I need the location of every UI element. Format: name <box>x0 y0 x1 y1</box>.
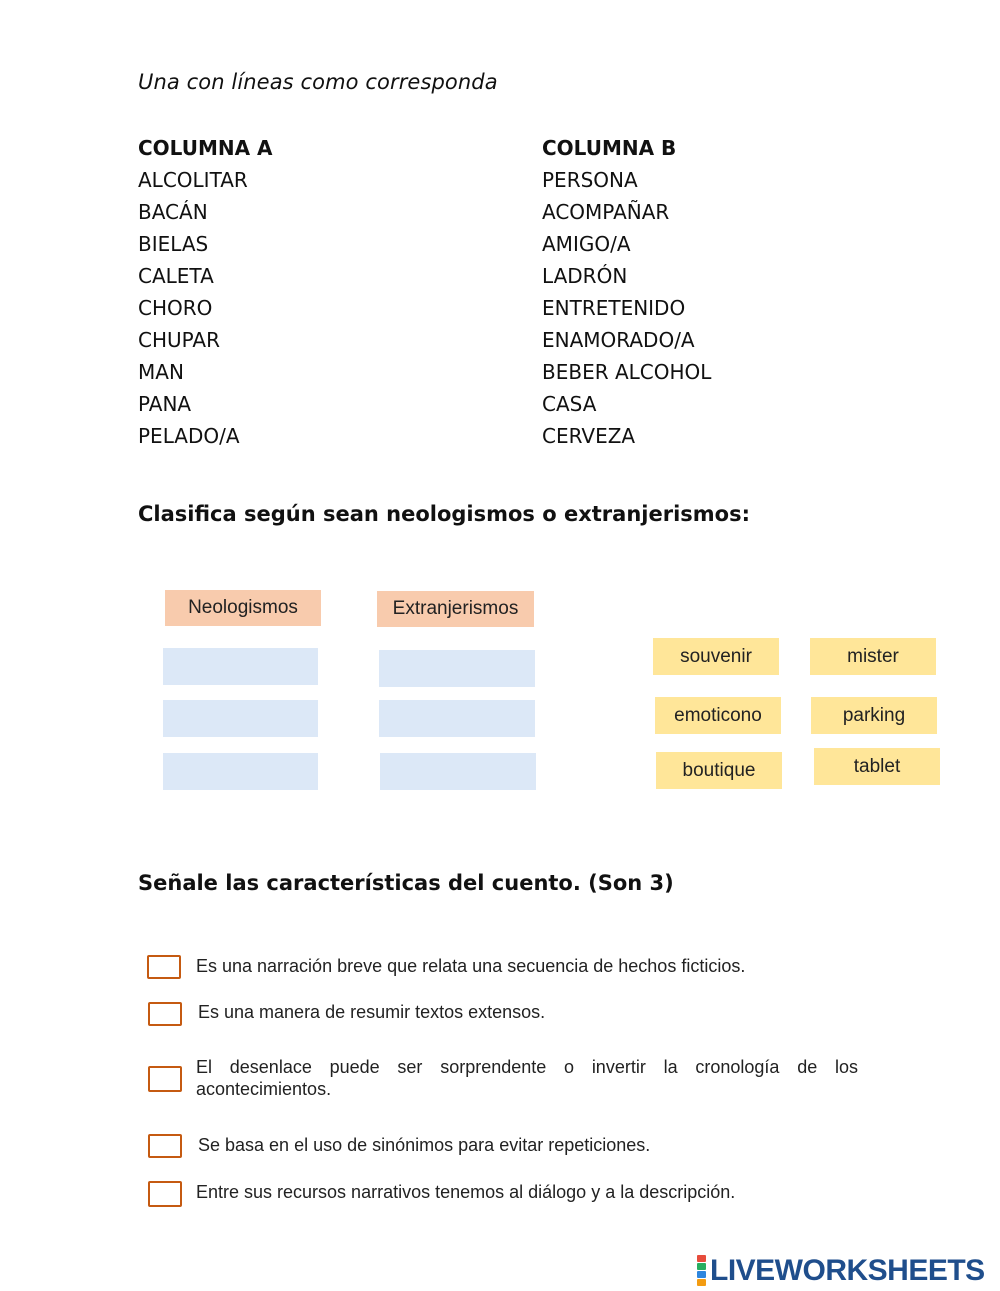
word-chip-parking[interactable]: parking <box>811 697 937 734</box>
column-b-item[interactable]: ENAMORADO/A <box>542 328 695 352</box>
word-chip-souvenir[interactable]: souvenir <box>653 638 779 675</box>
column-b-item[interactable]: ENTRETENIDO <box>542 296 686 320</box>
column-b-item[interactable]: CERVEZA <box>542 424 636 448</box>
option-checkbox-3[interactable] <box>148 1066 182 1092</box>
option-checkbox-5[interactable] <box>148 1181 182 1207</box>
live-badge-icon <box>697 1255 706 1286</box>
column-b-item[interactable]: CASA <box>542 392 597 416</box>
option-checkbox-1[interactable] <box>147 955 181 979</box>
word-chip-emoticono[interactable]: emoticono <box>655 697 781 734</box>
extranjerismos-dropzone-1[interactable] <box>379 650 535 687</box>
extranjerismos-dropzone-3[interactable] <box>380 753 536 790</box>
neologismos-dropzone-1[interactable] <box>163 648 318 685</box>
column-a-header: COLUMNA A <box>138 136 273 160</box>
characteristics-instructions: Señale las características del cuento. (Son 3) <box>138 871 674 895</box>
column-a-item[interactable]: BACÁN <box>138 200 208 224</box>
neologismos-header: Neologismos <box>165 590 321 626</box>
neologismos-dropzone-3[interactable] <box>163 753 318 790</box>
extranjerismos-dropzone-2[interactable] <box>379 700 535 737</box>
column-a-item[interactable]: CALETA <box>138 264 214 288</box>
column-a-item[interactable]: MAN <box>138 360 184 384</box>
column-a-item[interactable]: ALCOLITAR <box>138 168 248 192</box>
column-a-item[interactable]: CHUPAR <box>138 328 221 352</box>
option-text-5: Entre sus recursos narrativos tenemos al diálogo y a la descripción. <box>196 1182 736 1202</box>
column-b-item[interactable]: AMIGO/A <box>542 232 631 256</box>
liveworksheets-logo <box>697 1255 985 1286</box>
option-text-2: Es una manera de resumir textos extensos. <box>198 1002 546 1022</box>
matching-instructions: Una con líneas como corresponda <box>138 70 498 94</box>
column-a-item[interactable]: CHORO <box>138 296 213 320</box>
column-b-header: COLUMNA B <box>542 136 677 160</box>
column-b-item[interactable]: ACOMPAÑAR <box>542 200 670 224</box>
column-b <box>542 132 711 452</box>
column-a-item[interactable]: PELADO/A <box>138 424 240 448</box>
option-text-4: Se basa en el uso de sinónimos para evitar repeticiones. <box>198 1135 651 1155</box>
neologismos-dropzone-2[interactable] <box>163 700 318 737</box>
column-b-item[interactable]: LADRÓN <box>542 264 628 288</box>
column-b-item[interactable]: PERSONA <box>542 168 638 192</box>
column-a-item[interactable]: PANA <box>138 392 192 416</box>
column-a-item[interactable]: BIELAS <box>138 232 209 256</box>
option-checkbox-2[interactable] <box>148 1002 182 1026</box>
column-b-item[interactable]: BEBER ALCOHOL <box>542 360 712 384</box>
option-text-1: Es una narración breve que relata una secuencia de hechos ficticios. <box>196 956 746 976</box>
option-text-3: El desenlace puede ser sorprendente o invertir la cronología de los acontecimientos. <box>196 1057 858 1099</box>
option-checkbox-4[interactable] <box>148 1134 182 1158</box>
column-a <box>138 132 273 452</box>
word-chip-boutique[interactable]: boutique <box>656 752 782 789</box>
logo-text: LIVEWORKSHEETS <box>710 1253 985 1287</box>
extranjerismos-header: Extranjerismos <box>377 591 534 627</box>
word-chip-mister[interactable]: mister <box>810 638 936 675</box>
classify-instructions: Clasifica según sean neologismos o extranjerismos: <box>138 502 750 526</box>
word-chip-tablet[interactable]: tablet <box>814 748 940 785</box>
